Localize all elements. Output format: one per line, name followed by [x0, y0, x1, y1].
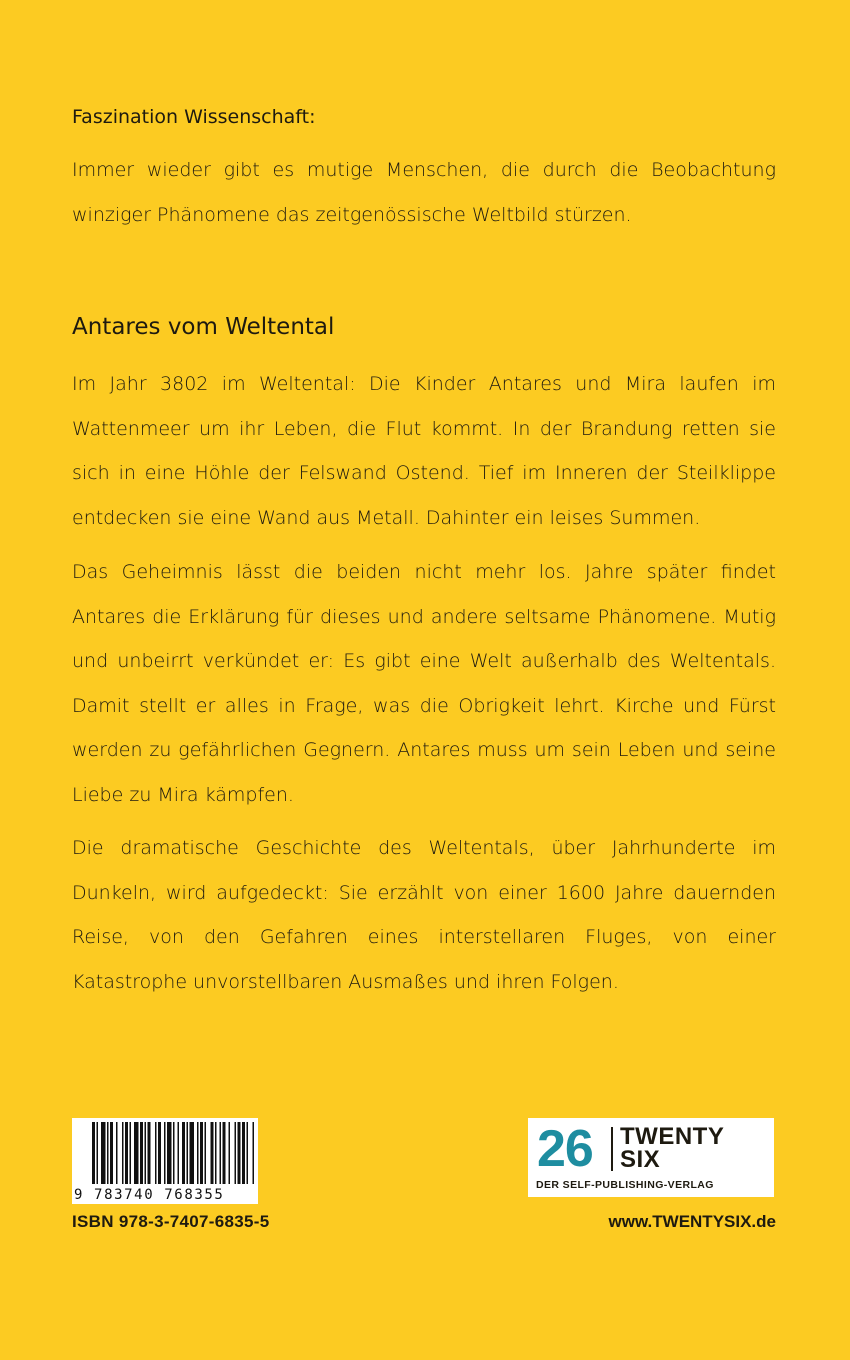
- barcode-bar: [253, 1122, 255, 1184]
- barcode-bar: [220, 1122, 222, 1184]
- barcode-bar: [107, 1122, 109, 1184]
- kicker: Faszination Wissenschaft:: [72, 106, 316, 128]
- barcode-bar: [101, 1122, 106, 1184]
- barcode-digits: 9 783740 768355: [74, 1186, 256, 1204]
- publisher-tagline: DER SELF-PUBLISHING-VERLAG: [536, 1179, 714, 1191]
- publisher-logo: [528, 1118, 774, 1197]
- barcode-bar: [122, 1122, 124, 1184]
- barcode-bar: [92, 1122, 95, 1184]
- barcode-bar: [97, 1122, 99, 1184]
- barcode-bar: [164, 1122, 166, 1184]
- blurb-paragraph-3: Die dramatische Geschichte des Weltentals, über Jahrhunderte im Dunkeln, wird aufgedeckt: Sie erzählt von einer 1600 Jahre dauernden Reise, von den Gefahren eines interstellaren Fluges, von einer Katastrophe unvorstellbaren Ausmaßes und ihren Folgen.: [72, 837, 776, 993]
- isbn: ISBN 978-3-7407-6835-5: [72, 1212, 270, 1231]
- barcode-bar: [235, 1122, 237, 1184]
- barcode-bar: [178, 1122, 180, 1184]
- intro-paragraph: Immer wieder gibt es mutige Menschen, die durch die Beobachtung winziger Phänomene das zeitgenössische Weltbild stürzen.: [72, 159, 776, 226]
- barcode-bar: [187, 1122, 189, 1184]
- back-cover: [72, 0, 776, 1360]
- barcode-bar: [205, 1122, 207, 1184]
- barcode-bar: [182, 1122, 185, 1184]
- barcode-bar: [200, 1122, 203, 1184]
- barcode-bar: [197, 1122, 199, 1184]
- barcode: [72, 1118, 258, 1204]
- barcode-bar: [167, 1122, 172, 1184]
- blurb-paragraph-2: Das Geheimnis lässt die beiden nicht mehr los. Jahre später findet Antares die Erklärung für dieses und andere seltsame Phänomene. Mutig und unbeirrt verkündet er: Es gibt eine Welt außerhalb des Weltentals. Damit stellt er alles in Frage, was die Obrigkeit lehrt. Kirche und Fürst werden zu gefährlichen Gegnern. Antares muss um sein Leben und seine Liebe zu Mira kämpfen.: [72, 561, 776, 806]
- barcode-bar: [242, 1122, 245, 1184]
- barcode-bar: [211, 1122, 214, 1184]
- blurb-paragraph-1: Im Jahr 3802 im Weltental: Die Kinder Antares und Mira laufen im Wattenmeer um ihr Leben, die Flut kommt. In der Brandung retten sie sich in eine Höhle der Felswand Ostend. Tief im Inneren der Steilklippe entdecken sie eine Wand aus Metall. Dahinter ein leises Summen.: [72, 373, 776, 529]
- barcode-bar: [158, 1122, 161, 1184]
- book-title: Antares vom Weltental: [72, 314, 335, 340]
- barcode-bar: [173, 1122, 175, 1184]
- publisher-logo-word-2: SIX: [620, 1146, 661, 1173]
- barcode-bar: [148, 1122, 151, 1184]
- barcode-bar: [229, 1122, 231, 1184]
- barcode-bar: [247, 1122, 249, 1184]
- barcode-bar: [130, 1122, 132, 1184]
- barcode-bar: [190, 1122, 195, 1184]
- barcode-bars: [72, 1118, 258, 1188]
- barcode-bar: [140, 1122, 143, 1184]
- barcode-bar: [134, 1122, 139, 1184]
- barcode-bar: [110, 1122, 113, 1184]
- barcode-bar: [223, 1122, 226, 1184]
- barcode-bar: [155, 1122, 157, 1184]
- publisher-logo-number: 26: [537, 1120, 593, 1178]
- barcode-bar: [125, 1122, 128, 1184]
- publisher-logo-divider: [611, 1127, 613, 1171]
- barcode-bar: [215, 1122, 217, 1184]
- publisher-logo-word-1: TWENTY: [620, 1123, 725, 1150]
- barcode-bar: [145, 1122, 147, 1184]
- barcode-bar: [116, 1122, 118, 1184]
- publisher-website: www.TWENTYSIX.de: [608, 1212, 776, 1231]
- barcode-bar: [238, 1122, 241, 1184]
